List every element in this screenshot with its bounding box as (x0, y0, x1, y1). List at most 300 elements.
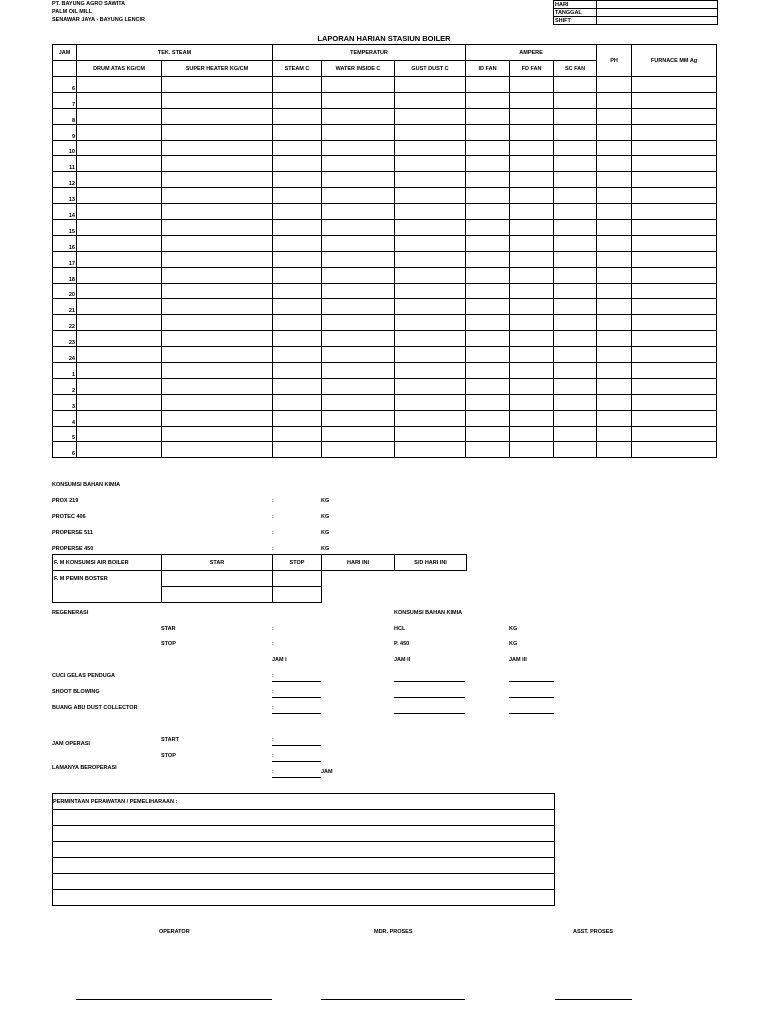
log-cell[interactable] (395, 267, 466, 283)
log-cell[interactable] (597, 156, 632, 172)
fm-pemin-boster-label: F. M PEMIN BOSTER (53, 571, 162, 587)
log-cell[interactable] (273, 331, 322, 347)
permintaan-line[interactable] (53, 826, 555, 842)
log-cell[interactable] (597, 204, 632, 220)
log-cell[interactable] (395, 426, 466, 442)
log-cell[interactable] (77, 108, 162, 124)
log-cell[interactable] (466, 410, 510, 426)
log-cell[interactable] (162, 378, 273, 394)
log-cell[interactable] (322, 331, 395, 347)
log-cell[interactable] (322, 426, 395, 442)
log-cell[interactable] (77, 299, 162, 315)
log-cell[interactable] (554, 92, 597, 108)
log-cell[interactable] (162, 188, 273, 204)
log-cell[interactable] (554, 442, 597, 458)
log-cell[interactable] (466, 140, 510, 156)
fm-cell[interactable] (273, 571, 322, 587)
log-cell[interactable] (466, 347, 510, 363)
log-cell[interactable] (597, 394, 632, 410)
log-cell[interactable] (395, 315, 466, 331)
log-cell[interactable] (597, 442, 632, 458)
regen-sep: : (272, 626, 274, 632)
task-line[interactable] (394, 697, 465, 698)
log-cell[interactable] (322, 220, 395, 236)
log-cell[interactable] (77, 378, 162, 394)
log-cell[interactable] (597, 331, 632, 347)
log-cell[interactable] (322, 267, 395, 283)
task-line[interactable] (272, 713, 321, 714)
hour-cell: 10 (53, 140, 77, 156)
log-cell[interactable] (395, 394, 466, 410)
log-cell[interactable] (510, 188, 554, 204)
log-cell[interactable] (77, 92, 162, 108)
log-cell[interactable] (322, 92, 395, 108)
log-cell[interactable] (510, 347, 554, 363)
table-row (53, 347, 717, 363)
jam-col-2: JAM II (394, 657, 411, 663)
log-cell[interactable] (162, 204, 273, 220)
log-cell[interactable] (466, 77, 510, 93)
log-cell[interactable] (322, 124, 395, 140)
log-cell[interactable] (322, 283, 395, 299)
log-cell[interactable] (395, 124, 466, 140)
field-tanggal: TANGGAL (554, 9, 597, 17)
log-cell[interactable] (395, 140, 466, 156)
log-cell[interactable] (322, 235, 395, 251)
log-cell[interactable] (632, 426, 717, 442)
regen-kg: KG (509, 641, 518, 647)
log-cell[interactable] (510, 204, 554, 220)
log-cell[interactable] (162, 347, 273, 363)
log-cell[interactable] (273, 283, 322, 299)
log-cell[interactable] (554, 77, 597, 93)
log-cell[interactable] (273, 251, 322, 267)
log-cell[interactable] (466, 299, 510, 315)
log-cell[interactable] (466, 235, 510, 251)
log-cell[interactable] (554, 124, 597, 140)
log-cell[interactable] (597, 410, 632, 426)
log-cell[interactable] (466, 92, 510, 108)
task-line[interactable] (509, 697, 554, 698)
log-cell[interactable] (162, 172, 273, 188)
log-cell[interactable] (466, 442, 510, 458)
log-cell[interactable] (162, 92, 273, 108)
log-cell[interactable] (77, 156, 162, 172)
log-cell[interactable] (466, 220, 510, 236)
task-line[interactable] (509, 713, 554, 714)
chem-sep: : (272, 498, 274, 504)
log-cell[interactable] (273, 172, 322, 188)
log-cell[interactable] (597, 251, 632, 267)
log-cell[interactable] (273, 156, 322, 172)
log-cell[interactable] (632, 108, 717, 124)
log-cell[interactable] (322, 188, 395, 204)
signature-asst-proses-line[interactable] (555, 999, 632, 1000)
log-cell[interactable] (162, 267, 273, 283)
log-cell[interactable] (77, 315, 162, 331)
log-cell[interactable] (162, 315, 273, 331)
log-cell[interactable] (273, 124, 322, 140)
flowmeter-table (52, 554, 467, 603)
log-cell[interactable] (466, 108, 510, 124)
fm-cell[interactable] (322, 571, 395, 587)
log-cell[interactable] (632, 363, 717, 379)
log-cell[interactable] (466, 172, 510, 188)
log-cell[interactable] (322, 394, 395, 410)
subheader-water-inside: WATER INSIDE C (322, 61, 395, 77)
permintaan-line[interactable] (53, 842, 555, 858)
task-sep: : (272, 705, 274, 711)
log-cell[interactable] (554, 156, 597, 172)
log-cell[interactable] (273, 426, 322, 442)
log-cell[interactable] (77, 347, 162, 363)
lamanya-line[interactable] (272, 777, 321, 778)
page-title: LAPORAN HARIAN STASIUN BOILER (317, 34, 451, 43)
fm-cell[interactable] (273, 587, 322, 603)
log-cell[interactable] (395, 251, 466, 267)
log-cell[interactable] (466, 267, 510, 283)
log-cell[interactable] (77, 267, 162, 283)
log-cell[interactable] (273, 315, 322, 331)
log-cell[interactable] (510, 410, 554, 426)
log-cell[interactable] (322, 315, 395, 331)
log-cell[interactable] (395, 204, 466, 220)
subheader-fd-fan: FD FAN (510, 61, 554, 77)
field-tanggal-value[interactable] (597, 9, 718, 17)
log-cell[interactable] (395, 283, 466, 299)
permintaan-line[interactable] (53, 874, 555, 890)
log-cell[interactable] (466, 394, 510, 410)
log-cell[interactable] (395, 188, 466, 204)
task-line[interactable] (509, 681, 554, 682)
log-cell[interactable] (162, 331, 273, 347)
log-cell[interactable] (554, 426, 597, 442)
log-cell[interactable] (554, 220, 597, 236)
log-cell[interactable] (77, 172, 162, 188)
log-cell[interactable] (273, 410, 322, 426)
log-cell[interactable] (77, 363, 162, 379)
log-cell[interactable] (395, 77, 466, 93)
log-cell[interactable] (162, 140, 273, 156)
log-cell[interactable] (632, 92, 717, 108)
log-cell[interactable] (510, 108, 554, 124)
log-cell[interactable] (597, 267, 632, 283)
log-cell[interactable] (273, 204, 322, 220)
fm-cell[interactable] (162, 587, 273, 603)
log-cell[interactable] (632, 140, 717, 156)
log-cell[interactable] (162, 426, 273, 442)
signature-operator-line[interactable] (76, 999, 272, 1000)
log-cell[interactable] (466, 251, 510, 267)
log-cell[interactable] (322, 140, 395, 156)
operasi-stop-line[interactable] (272, 761, 321, 762)
log-cell[interactable] (632, 204, 717, 220)
log-cell[interactable] (322, 363, 395, 379)
log-cell[interactable] (554, 347, 597, 363)
log-cell[interactable] (510, 283, 554, 299)
log-cell[interactable] (466, 204, 510, 220)
log-cell[interactable] (273, 77, 322, 93)
log-cell[interactable] (162, 299, 273, 315)
log-cell[interactable] (632, 77, 717, 93)
log-cell[interactable] (632, 283, 717, 299)
task-line[interactable] (394, 681, 465, 682)
log-cell[interactable] (510, 140, 554, 156)
log-cell[interactable] (554, 331, 597, 347)
log-cell[interactable] (395, 108, 466, 124)
log-cell[interactable] (395, 92, 466, 108)
log-cell[interactable] (162, 410, 273, 426)
log-cell[interactable] (322, 77, 395, 93)
operasi-sep: : (272, 769, 274, 775)
log-cell[interactable] (273, 188, 322, 204)
log-cell[interactable] (273, 267, 322, 283)
log-cell[interactable] (77, 410, 162, 426)
log-cell[interactable] (597, 108, 632, 124)
log-cell[interactable] (632, 220, 717, 236)
log-cell[interactable] (597, 235, 632, 251)
log-cell[interactable] (273, 108, 322, 124)
log-cell[interactable] (597, 299, 632, 315)
log-cell[interactable] (510, 426, 554, 442)
log-cell[interactable] (597, 172, 632, 188)
log-cell[interactable] (77, 442, 162, 458)
signature-mdr-proses-line[interactable] (321, 999, 465, 1000)
log-cell[interactable] (162, 124, 273, 140)
log-cell[interactable] (510, 299, 554, 315)
log-cell[interactable] (466, 156, 510, 172)
subheader-steam: STEAM C (273, 61, 322, 77)
log-cell[interactable] (395, 442, 466, 458)
log-cell[interactable] (273, 92, 322, 108)
log-cell[interactable] (510, 156, 554, 172)
log-cell[interactable] (466, 331, 510, 347)
log-cell[interactable] (510, 394, 554, 410)
subheader-gust-dust: GUST DUST C (395, 61, 466, 77)
log-cell[interactable] (322, 108, 395, 124)
log-cell[interactable] (554, 251, 597, 267)
log-cell[interactable] (597, 378, 632, 394)
log-cell[interactable] (322, 172, 395, 188)
log-cell[interactable] (77, 204, 162, 220)
log-cell[interactable] (77, 426, 162, 442)
log-cell[interactable] (632, 172, 717, 188)
log-cell[interactable] (322, 204, 395, 220)
log-cell[interactable] (273, 235, 322, 251)
log-cell[interactable] (162, 442, 273, 458)
log-cell[interactable] (632, 267, 717, 283)
log-cell[interactable] (554, 315, 597, 331)
log-cell[interactable] (510, 363, 554, 379)
log-cell[interactable] (597, 363, 632, 379)
log-cell[interactable] (510, 92, 554, 108)
log-cell[interactable] (395, 172, 466, 188)
log-cell[interactable] (510, 220, 554, 236)
log-cell[interactable] (632, 378, 717, 394)
log-cell[interactable] (77, 140, 162, 156)
log-cell[interactable] (632, 442, 717, 458)
log-cell[interactable] (510, 235, 554, 251)
permintaan-line[interactable] (53, 890, 555, 906)
log-cell[interactable] (162, 394, 273, 410)
log-cell[interactable] (77, 235, 162, 251)
log-cell[interactable] (510, 77, 554, 93)
log-cell[interactable] (554, 108, 597, 124)
log-cell[interactable] (510, 251, 554, 267)
permintaan-line[interactable] (53, 858, 555, 874)
log-cell[interactable] (554, 378, 597, 394)
log-cell[interactable] (632, 331, 717, 347)
log-cell[interactable] (597, 347, 632, 363)
log-cell[interactable] (632, 251, 717, 267)
chem-prox-219: PROX 219 (52, 498, 79, 504)
log-cell[interactable] (395, 347, 466, 363)
log-cell[interactable] (510, 315, 554, 331)
log-cell[interactable] (554, 267, 597, 283)
log-cell[interactable] (273, 220, 322, 236)
log-cell[interactable] (466, 283, 510, 299)
log-cell[interactable] (632, 188, 717, 204)
hour-cell: 23 (53, 331, 77, 347)
log-cell[interactable] (554, 410, 597, 426)
field-hari: HARI (554, 1, 597, 9)
log-cell[interactable] (554, 283, 597, 299)
field-hari-value[interactable] (597, 1, 718, 9)
log-cell[interactable] (273, 363, 322, 379)
task-line[interactable] (394, 713, 465, 714)
log-cell[interactable] (632, 315, 717, 331)
log-cell[interactable] (395, 363, 466, 379)
log-cell[interactable] (395, 220, 466, 236)
log-cell[interactable] (273, 140, 322, 156)
log-cell[interactable] (554, 188, 597, 204)
log-cell[interactable] (466, 124, 510, 140)
log-cell[interactable] (554, 140, 597, 156)
log-cell[interactable] (77, 124, 162, 140)
fm-cell[interactable] (162, 571, 273, 587)
log-cell[interactable] (632, 156, 717, 172)
table-row (53, 426, 717, 442)
log-cell[interactable] (510, 172, 554, 188)
log-cell[interactable] (77, 77, 162, 93)
log-cell[interactable] (597, 77, 632, 93)
log-cell[interactable] (597, 315, 632, 331)
log-cell[interactable] (162, 235, 273, 251)
log-cell[interactable] (77, 331, 162, 347)
log-cell[interactable] (273, 442, 322, 458)
fm-cell[interactable] (395, 571, 467, 587)
log-cell[interactable] (466, 188, 510, 204)
log-cell[interactable] (77, 394, 162, 410)
log-cell[interactable] (162, 156, 273, 172)
log-cell[interactable] (273, 299, 322, 315)
field-shift-value[interactable] (597, 17, 718, 25)
log-cell[interactable] (554, 363, 597, 379)
log-cell[interactable] (322, 251, 395, 267)
log-cell[interactable] (510, 331, 554, 347)
log-cell[interactable] (554, 235, 597, 251)
fm-cell[interactable] (322, 587, 395, 603)
header-ampere: AMPERE (466, 45, 597, 61)
log-cell[interactable] (77, 251, 162, 267)
log-cell[interactable] (597, 220, 632, 236)
log-cell[interactable] (322, 410, 395, 426)
log-cell[interactable] (77, 220, 162, 236)
log-cell[interactable] (597, 124, 632, 140)
log-cell[interactable] (597, 283, 632, 299)
log-cell[interactable] (554, 204, 597, 220)
konsumsi-heading: KONSUMSI BAHAN KIMIA (52, 482, 121, 488)
log-cell[interactable] (322, 378, 395, 394)
log-cell[interactable] (597, 188, 632, 204)
task-line[interactable] (272, 697, 321, 698)
log-cell[interactable] (632, 347, 717, 363)
operasi-start-line[interactable] (272, 745, 321, 746)
log-cell[interactable] (554, 394, 597, 410)
log-cell[interactable] (632, 410, 717, 426)
log-cell[interactable] (395, 410, 466, 426)
log-cell[interactable] (395, 156, 466, 172)
log-cell[interactable] (162, 251, 273, 267)
log-cell[interactable] (632, 124, 717, 140)
log-cell[interactable] (466, 378, 510, 394)
table-row (53, 363, 717, 379)
log-cell[interactable] (162, 77, 273, 93)
log-cell[interactable] (162, 363, 273, 379)
log-cell[interactable] (466, 315, 510, 331)
log-cell[interactable] (395, 378, 466, 394)
log-cell[interactable] (77, 283, 162, 299)
hour-cell: 4 (53, 410, 77, 426)
log-cell[interactable] (77, 188, 162, 204)
header-tek-steam: TEK. STEAM (77, 45, 273, 61)
log-cell[interactable] (632, 299, 717, 315)
log-cell[interactable] (510, 378, 554, 394)
log-cell[interactable] (466, 363, 510, 379)
log-cell[interactable] (322, 156, 395, 172)
header-temperatur: TEMPERATUR (273, 45, 466, 61)
log-cell[interactable] (395, 331, 466, 347)
task-line[interactable] (272, 681, 321, 682)
log-cell[interactable] (395, 235, 466, 251)
log-cell[interactable] (273, 394, 322, 410)
log-cell[interactable] (632, 235, 717, 251)
fm-cell[interactable] (395, 587, 467, 603)
log-cell[interactable] (510, 442, 554, 458)
log-cell[interactable] (632, 394, 717, 410)
log-cell[interactable] (322, 347, 395, 363)
log-cell[interactable] (162, 283, 273, 299)
log-cell[interactable] (597, 426, 632, 442)
log-cell[interactable] (554, 299, 597, 315)
log-cell[interactable] (322, 442, 395, 458)
log-cell[interactable] (273, 378, 322, 394)
log-cell[interactable] (162, 108, 273, 124)
log-cell[interactable] (510, 267, 554, 283)
log-cell[interactable] (162, 220, 273, 236)
log-cell[interactable] (466, 426, 510, 442)
log-cell[interactable] (510, 124, 554, 140)
location: SENAWAR JAYA - BAYUNG LENCIR (52, 17, 146, 23)
log-cell[interactable] (395, 299, 466, 315)
log-cell[interactable] (273, 347, 322, 363)
log-cell[interactable] (322, 299, 395, 315)
log-cell[interactable] (597, 140, 632, 156)
log-cell[interactable] (597, 92, 632, 108)
permintaan-line[interactable] (53, 810, 555, 826)
table-row (53, 283, 717, 299)
log-cell[interactable] (554, 172, 597, 188)
